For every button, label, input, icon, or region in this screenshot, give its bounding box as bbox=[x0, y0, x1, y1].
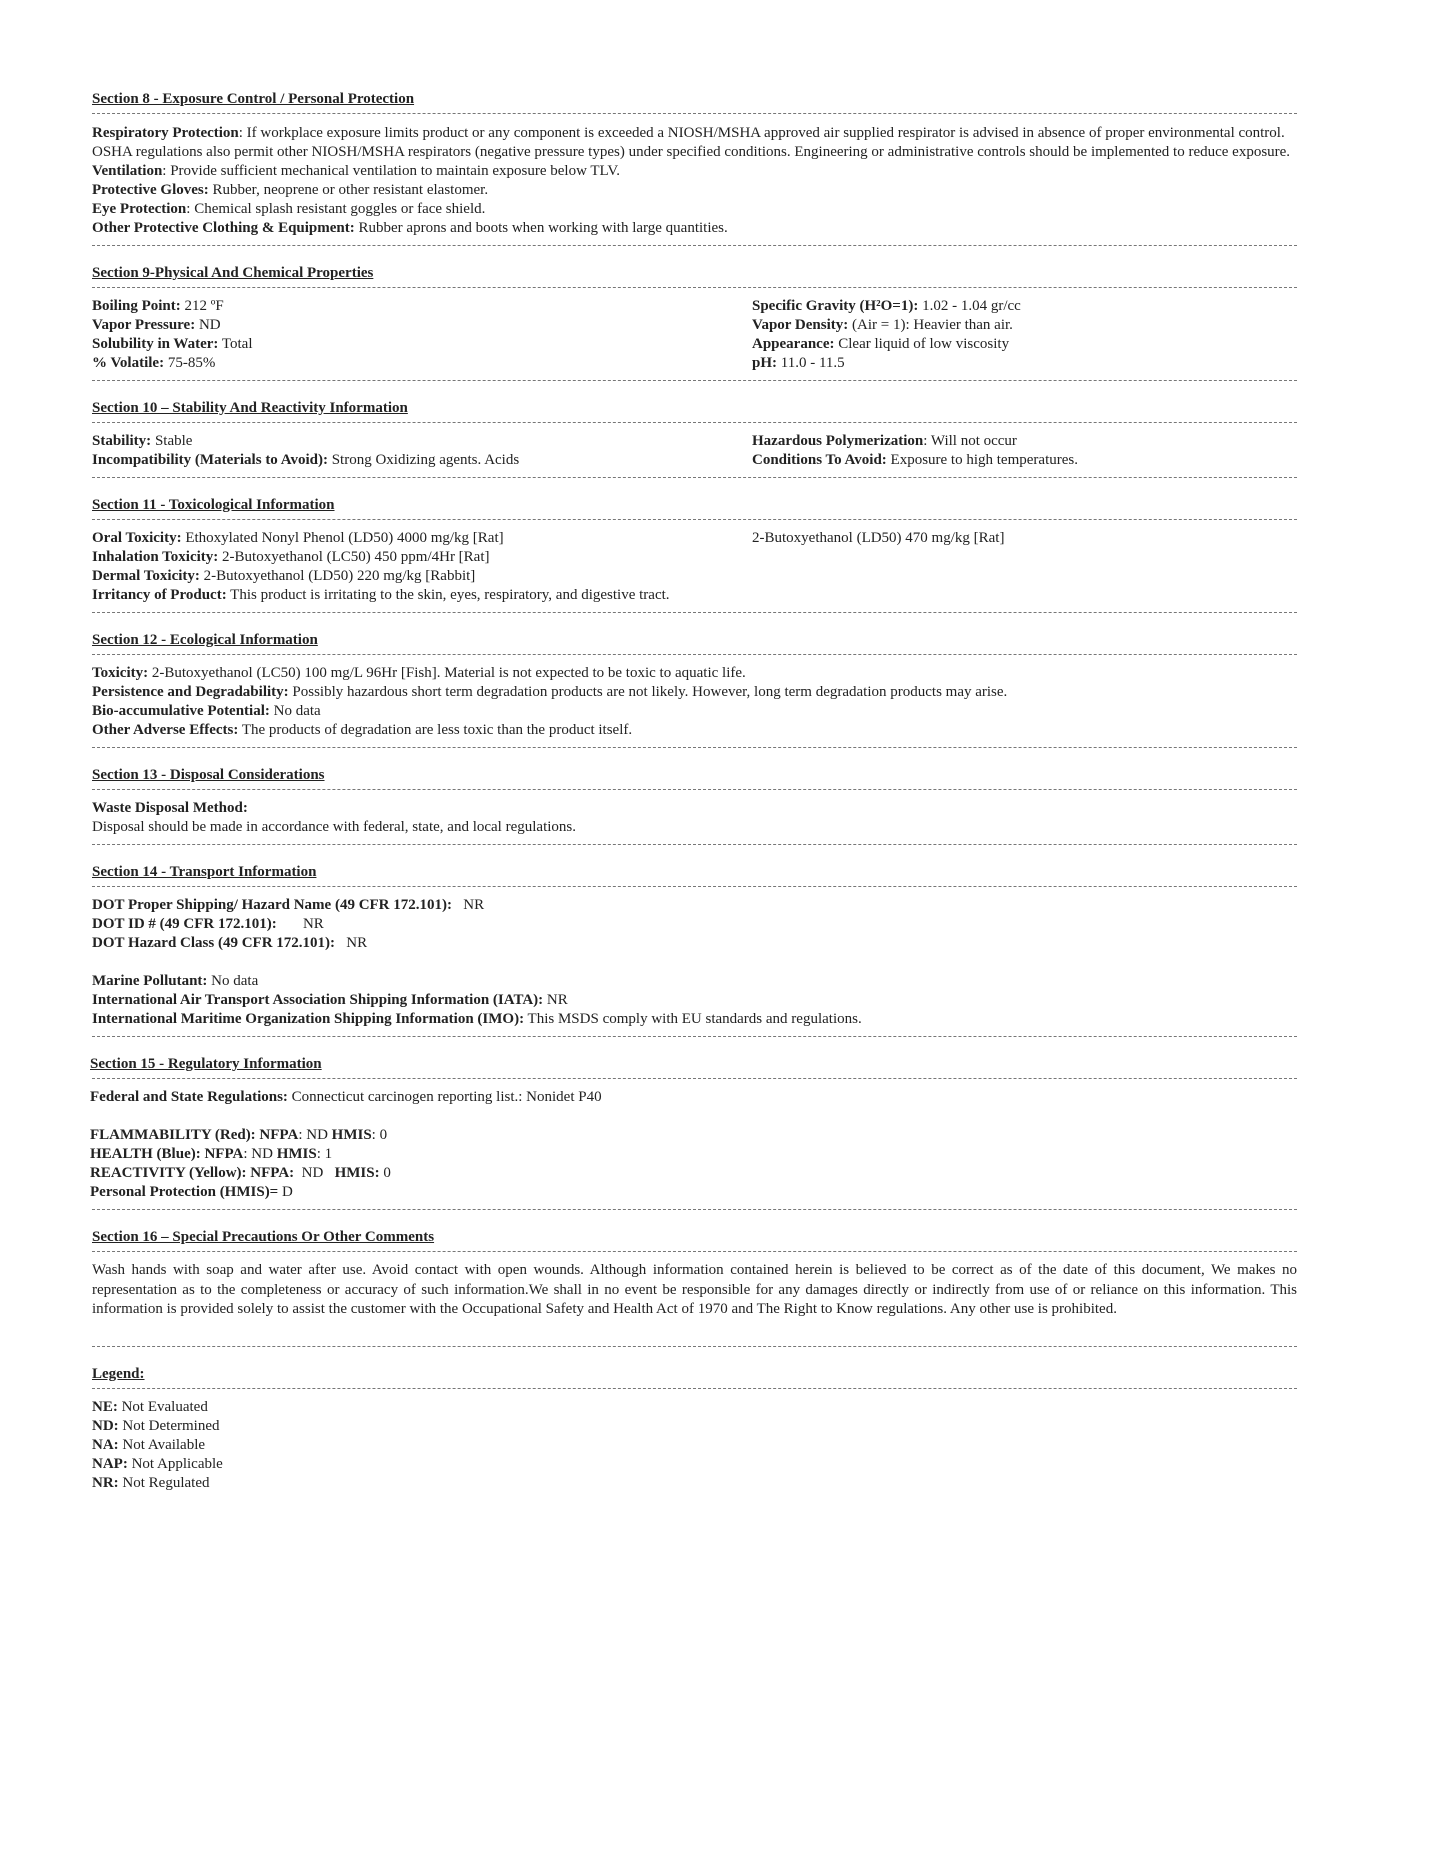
section-14-body bbox=[92, 896, 1297, 1029]
dashed-divider bbox=[92, 1209, 1297, 1210]
respiratory-protection: Respiratory Protection: If workplace exposure limits product or any component is exceeded a NIOSH/MSHA approved air supplied respirator is advised in absence of proper environmental control. OSHA regulations also permit other NIOSH/MSHA respirators (negative pressure types) under specified conditions. Engineering or administrative controls should be implemented to reduce exposure. bbox=[92, 125, 1291, 160]
dashed-divider bbox=[92, 1251, 1297, 1252]
oral-toxicity-2: 2-Butoxyethanol (LD50) 470 mg/kg [Rat] bbox=[752, 530, 1005, 546]
legend-item: NE: Not Evaluated bbox=[92, 1398, 208, 1415]
percent-volatile: % Volatile: 75-85% bbox=[92, 355, 216, 371]
section-10-body bbox=[92, 432, 1297, 470]
oral-toxicity: Oral Toxicity: Ethoxylated Nonyl Phenol (LD50) 4000 mg/kg [Rat] bbox=[92, 530, 504, 546]
section-8-title: Section 8 - Exposure Control / Personal Protection bbox=[92, 91, 415, 107]
specific-gravity: Specific Gravity (H²O=1): 1.02 - 1.04 gr/cc bbox=[752, 298, 1021, 314]
legend-item: NR: Not Regulated bbox=[92, 1474, 210, 1491]
iata-shipping: International Air Transport Association Shipping Information (IATA): NR bbox=[92, 992, 568, 1008]
health-rating: HEALTH (Blue): NFPA: ND HMIS: 1 bbox=[90, 1146, 333, 1162]
dashed-divider bbox=[92, 747, 1297, 748]
incompatibility: Incompatibility (Materials to Avoid): Strong Oxidizing agents. Acids bbox=[92, 452, 520, 468]
section-8-body bbox=[92, 124, 1297, 238]
section-11-title: Section 11 - Toxicological Information bbox=[92, 497, 335, 513]
dashed-divider bbox=[92, 519, 1297, 520]
section-12-title: Section 12 - Ecological Information bbox=[92, 632, 318, 648]
special-precautions-text: Wash hands with soap and water after use. Avoid contact with open wounds. Although information contained herein is believed to be correct as of the date of this document, We makes no representation as to the completeness or accuracy of such information.We shall in no event be responsible for any damages directly or indirectly from use of or reliance on this information. This information is provided solely to assist the customer with the Occupational Safety and Health Act of 1970 and The Right to Know regulations. Any other use is prohibited. bbox=[92, 1262, 1297, 1317]
dot-hazard-class: DOT Hazard Class (49 CFR 172.101): NR bbox=[92, 935, 368, 951]
section-15-title: Section 15 - Regulatory Information bbox=[90, 1056, 322, 1072]
dashed-divider bbox=[92, 1078, 1297, 1079]
conditions-to-avoid: Conditions To Avoid: Exposure to high temperatures. bbox=[752, 452, 1078, 468]
section-11-body bbox=[92, 529, 1297, 605]
section-14-title: Section 14 - Transport Information bbox=[92, 864, 317, 880]
vapor-pressure: Vapor Pressure: ND bbox=[92, 317, 221, 333]
persistence-degradability: Persistence and Degradability: Possibly hazardous short term degradation products are not likely. However, long term degradation products may arise. bbox=[92, 684, 1008, 700]
irritancy-of-product: Irritancy of Product: This product is irritating to the skin, eyes, respiratory, and digestive tract. bbox=[92, 587, 670, 603]
dashed-divider bbox=[92, 477, 1297, 478]
protective-gloves: Protective Gloves: Rubber, neoprene or other resistant elastomer. bbox=[92, 182, 489, 198]
section-12-body bbox=[92, 664, 1297, 740]
section-10-title: Section 10 – Stability And Reactivity Information bbox=[92, 400, 408, 416]
stability: Stability: Stable bbox=[92, 433, 193, 449]
dashed-divider bbox=[92, 1346, 1297, 1347]
section-15-body bbox=[90, 1088, 1297, 1202]
solubility-in-water: Solubility in Water: Total bbox=[92, 336, 253, 352]
inhalation-toxicity: Inhalation Toxicity: 2-Butoxyethanol (LC50) 450 ppm/4Hr [Rat] bbox=[92, 549, 490, 565]
bio-accumulative-potential: Bio-accumulative Potential: No data bbox=[92, 703, 321, 719]
appearance: Appearance: Clear liquid of low viscosity bbox=[752, 336, 1010, 352]
ph: pH: 11.0 - 11.5 bbox=[752, 355, 845, 371]
marine-pollutant: Marine Pollutant: No data bbox=[92, 973, 259, 989]
dashed-divider bbox=[92, 287, 1297, 288]
boiling-point: Boiling Point: 212 ºF bbox=[92, 298, 224, 314]
dashed-divider bbox=[92, 789, 1297, 790]
eco-toxicity: Toxicity: 2-Butoxyethanol (LC50) 100 mg/L 96Hr [Fish]. Material is not expected to be toxic to aquatic life. bbox=[92, 665, 746, 681]
ventilation: Ventilation: Provide sufficient mechanical ventilation to maintain exposure below TLV. bbox=[92, 163, 620, 179]
other-adverse-effects: Other Adverse Effects: The products of degradation are less toxic than the product itself. bbox=[92, 722, 633, 738]
reactivity-rating: REACTIVITY (Yellow): NFPA: ND HMIS: 0 bbox=[90, 1165, 391, 1181]
dashed-divider bbox=[92, 886, 1297, 887]
legend-title: Legend: bbox=[92, 1365, 145, 1382]
legend-list bbox=[92, 1398, 1297, 1493]
dashed-divider bbox=[92, 113, 1297, 114]
imo-shipping: International Maritime Organization Shipping Information (IMO): This MSDS comply with EU standards and regulations. bbox=[92, 1011, 862, 1027]
flammability-rating: FLAMMABILITY (Red): NFPA: ND HMIS: 0 bbox=[90, 1127, 388, 1143]
dashed-divider bbox=[92, 654, 1297, 655]
waste-disposal-label: Waste Disposal Method: bbox=[92, 800, 248, 816]
personal-protection-hmis: Personal Protection (HMIS)= D bbox=[90, 1184, 293, 1200]
dashed-divider bbox=[92, 612, 1297, 613]
dot-proper-shipping: DOT Proper Shipping/ Hazard Name (49 CFR 172.101): NR bbox=[92, 897, 485, 913]
legend-item: ND: Not Determined bbox=[92, 1417, 220, 1434]
other-protective-clothing: Other Protective Clothing & Equipment: Rubber aprons and boots when working with large quantities. bbox=[92, 220, 728, 236]
dashed-divider bbox=[92, 422, 1297, 423]
dermal-toxicity: Dermal Toxicity: 2-Butoxyethanol (LD50) 220 mg/kg [Rabbit] bbox=[92, 568, 476, 584]
section-16-title: Section 16 – Special Precautions Or Other Comments bbox=[92, 1229, 435, 1245]
federal-state-regulations: Federal and State Regulations: Connecticut carcinogen reporting list.: Nonidet P40 bbox=[90, 1089, 602, 1105]
legend-item: NAP: Not Applicable bbox=[92, 1455, 223, 1472]
waste-disposal-text: Disposal should be made in accordance with federal, state, and local regulations. bbox=[92, 819, 576, 835]
section-13-body bbox=[92, 799, 1297, 837]
dashed-divider bbox=[92, 245, 1297, 246]
dashed-divider bbox=[92, 380, 1297, 381]
section-9-title: Section 9-Physical And Chemical Properties bbox=[92, 265, 374, 281]
dashed-divider bbox=[92, 844, 1297, 845]
vapor-density: Vapor Density: (Air = 1): Heavier than air. bbox=[752, 317, 1013, 333]
legend-item: NA: Not Available bbox=[92, 1436, 206, 1453]
hazardous-polymerization: Hazardous Polymerization: Will not occur bbox=[752, 433, 1017, 449]
msds-document bbox=[92, 90, 1297, 1493]
dashed-divider bbox=[92, 1388, 1297, 1389]
eye-protection: Eye Protection: Chemical splash resistant goggles or face shield. bbox=[92, 201, 486, 217]
dot-id: DOT ID # (49 CFR 172.101): NR bbox=[92, 916, 324, 932]
section-13-title: Section 13 - Disposal Considerations bbox=[92, 767, 325, 783]
section-9-body bbox=[92, 297, 1297, 373]
dashed-divider bbox=[92, 1036, 1297, 1037]
